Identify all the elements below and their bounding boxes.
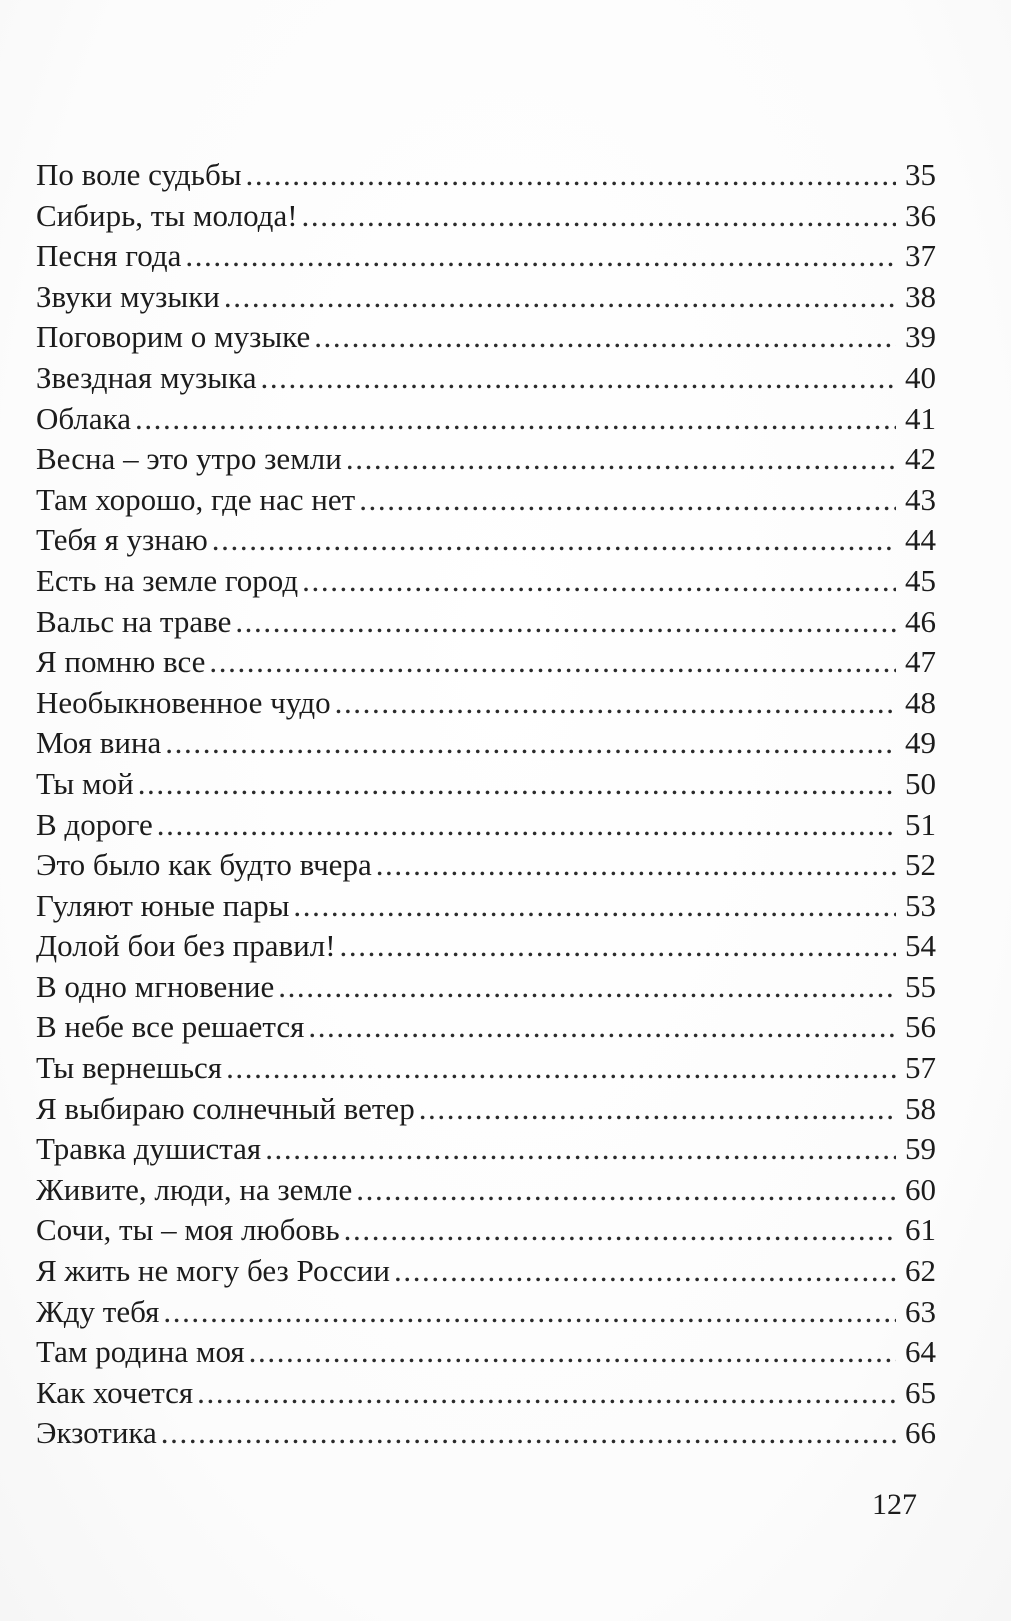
dot-leader bbox=[293, 886, 896, 927]
toc-entry-page-number: 63 bbox=[905, 1293, 936, 1329]
dot-leader bbox=[265, 1129, 896, 1170]
toc-entry-page-number: 56 bbox=[905, 1009, 936, 1045]
dot-leader bbox=[226, 1048, 896, 1089]
toc-entry-title: Там родина моя bbox=[36, 1334, 245, 1370]
toc-entry-page-number: 60 bbox=[905, 1171, 936, 1207]
toc-entry-title: Сочи, ты – моя любовь bbox=[36, 1212, 340, 1248]
dot-leader bbox=[165, 723, 896, 764]
toc-entry bbox=[36, 561, 936, 602]
toc-entry-page-number: 39 bbox=[905, 319, 936, 355]
toc-entry bbox=[36, 602, 936, 643]
toc-entry bbox=[36, 399, 936, 440]
toc-entry-title: Звездная музыка bbox=[36, 359, 257, 395]
toc-entry-page-number: 59 bbox=[905, 1131, 936, 1167]
toc-entry bbox=[36, 723, 936, 764]
toc-entry-title: Моя вина bbox=[36, 725, 162, 761]
toc-entry bbox=[36, 1251, 936, 1292]
toc-entry-title: Как хочется bbox=[36, 1374, 194, 1410]
toc-entry bbox=[36, 1413, 936, 1454]
toc-entry bbox=[36, 967, 936, 1008]
toc-entry-page-number: 43 bbox=[905, 481, 936, 517]
toc-entry-title: Ты мой bbox=[36, 765, 134, 801]
dot-leader bbox=[308, 1007, 896, 1048]
toc-entry-page-number: 50 bbox=[905, 765, 936, 801]
toc-entry-page-number: 45 bbox=[905, 562, 936, 598]
toc-entry-title: Песня года bbox=[36, 238, 182, 274]
dot-leader bbox=[185, 236, 896, 277]
dot-leader bbox=[260, 358, 896, 399]
dot-leader bbox=[212, 520, 896, 561]
toc-entry-title: В дороге bbox=[36, 806, 153, 842]
toc-entry-page-number: 35 bbox=[905, 157, 936, 192]
dot-leader bbox=[224, 277, 896, 318]
dot-leader bbox=[376, 845, 896, 886]
toc-entry-page-number: 57 bbox=[905, 1050, 936, 1086]
toc-entry-title: Жду тебя bbox=[36, 1293, 160, 1329]
toc-entry-page-number: 41 bbox=[905, 400, 936, 436]
toc-entry-title: Весна – это утро земли bbox=[36, 441, 342, 477]
toc-entry-page-number: 48 bbox=[905, 684, 936, 720]
dot-leader bbox=[302, 196, 896, 237]
dot-leader bbox=[356, 1170, 896, 1211]
toc-entry bbox=[36, 317, 936, 358]
toc-entry-page-number: 44 bbox=[905, 522, 936, 558]
toc-entry bbox=[36, 1007, 936, 1048]
dot-leader bbox=[138, 764, 896, 805]
toc-entry-page-number: 46 bbox=[905, 603, 936, 639]
toc-entry-page-number: 55 bbox=[905, 968, 936, 1004]
toc-entry bbox=[36, 1373, 936, 1414]
toc-entry-title: Я помню все bbox=[36, 644, 206, 680]
toc-entry bbox=[36, 1170, 936, 1211]
toc-entry-title: Есть на земле город bbox=[36, 562, 299, 598]
dot-leader bbox=[249, 1332, 896, 1373]
toc-entry-page-number: 40 bbox=[905, 359, 936, 395]
toc-entry bbox=[36, 764, 936, 805]
toc-entry-page-number: 37 bbox=[905, 238, 936, 274]
toc-entry-page-number: 64 bbox=[905, 1334, 936, 1370]
toc-entry bbox=[36, 926, 936, 967]
dot-leader bbox=[163, 1292, 896, 1333]
toc-entry-title: В небе все решается bbox=[36, 1009, 305, 1045]
toc-entry bbox=[36, 520, 936, 561]
toc-entry-page-number: 42 bbox=[905, 441, 936, 477]
toc-entry-title: Живите, люди, на земле bbox=[36, 1171, 353, 1207]
dot-leader bbox=[161, 1413, 896, 1454]
toc-entry-page-number: 52 bbox=[905, 847, 936, 883]
dot-leader bbox=[235, 602, 896, 643]
toc-entry bbox=[36, 155, 936, 196]
toc-entry-page-number: 65 bbox=[905, 1374, 936, 1410]
table-of-contents bbox=[36, 155, 936, 1454]
toc-entry-title: Сибирь, ты молода! bbox=[36, 197, 298, 233]
toc-entry-title: Травка душистая bbox=[36, 1131, 262, 1167]
toc-entry bbox=[36, 642, 936, 683]
dot-leader bbox=[157, 805, 896, 846]
dot-leader bbox=[246, 155, 896, 196]
dot-leader bbox=[335, 683, 896, 724]
toc-entry bbox=[36, 480, 936, 521]
toc-entry-page-number: 62 bbox=[905, 1253, 936, 1289]
toc-entry-title: По воле судьбы bbox=[36, 157, 242, 192]
toc-entry bbox=[36, 1332, 936, 1373]
toc-entry-title: В одно мгновение bbox=[36, 968, 275, 1004]
toc-entry-page-number: 49 bbox=[905, 725, 936, 761]
dot-leader bbox=[197, 1373, 896, 1414]
toc-entry bbox=[36, 196, 936, 237]
toc-entry bbox=[36, 439, 936, 480]
dot-leader bbox=[278, 967, 896, 1008]
toc-entry bbox=[36, 1210, 936, 1251]
dot-leader bbox=[359, 480, 896, 521]
toc-entry bbox=[36, 1292, 936, 1333]
toc-entry-page-number: 36 bbox=[905, 197, 936, 233]
toc-entry bbox=[36, 236, 936, 277]
toc-entry-title: Поговорим о музыке bbox=[36, 319, 311, 355]
toc-entry bbox=[36, 886, 936, 927]
dot-leader bbox=[340, 926, 896, 967]
toc-entry bbox=[36, 805, 936, 846]
toc-entry-page-number: 47 bbox=[905, 644, 936, 680]
toc-entry-title: Звуки музыки bbox=[36, 278, 220, 314]
toc-entry-page-number: 61 bbox=[905, 1212, 936, 1248]
toc-entry-title: Там хорошо, где нас нет bbox=[36, 481, 356, 517]
dot-leader bbox=[302, 561, 896, 602]
toc-entry-title: Облака bbox=[36, 400, 131, 436]
dot-leader bbox=[394, 1251, 896, 1292]
dot-leader bbox=[314, 317, 896, 358]
toc-entry-page-number: 38 bbox=[905, 278, 936, 314]
toc-entry bbox=[36, 1089, 936, 1130]
toc-entry bbox=[36, 1129, 936, 1170]
toc-entry-title: Долой бои без правил! bbox=[36, 928, 336, 964]
toc-entry-page-number: 54 bbox=[905, 928, 936, 964]
toc-entry bbox=[36, 845, 936, 886]
toc-entry-title: Ты вернешься bbox=[36, 1050, 223, 1086]
toc-entry bbox=[36, 277, 936, 318]
page-number: 127 bbox=[872, 1488, 917, 1521]
toc-entry-title: Это было как будто вчера bbox=[36, 847, 372, 883]
dot-leader bbox=[209, 642, 896, 683]
toc-entry bbox=[36, 1048, 936, 1089]
toc-entry-title: Я жить не могу без России bbox=[36, 1253, 390, 1289]
dot-leader bbox=[419, 1089, 896, 1130]
toc-entry-page-number: 66 bbox=[905, 1415, 936, 1451]
toc-entry bbox=[36, 358, 936, 399]
toc-entry-title: Я выбираю солнечный ветер bbox=[36, 1090, 415, 1126]
dot-leader bbox=[344, 1210, 896, 1251]
toc-entry-title: Гуляют юные пары bbox=[36, 887, 290, 923]
toc-entry-title: Необыкновенное чудо bbox=[36, 684, 331, 720]
toc-entry-title: Вальс на траве bbox=[36, 603, 232, 639]
toc-entry-page-number: 58 bbox=[905, 1090, 936, 1126]
toc-entry-title: Экзотика bbox=[36, 1415, 157, 1451]
dot-leader bbox=[135, 399, 896, 440]
toc-entry-page-number: 53 bbox=[905, 887, 936, 923]
toc-entry bbox=[36, 683, 936, 724]
dot-leader bbox=[346, 439, 896, 480]
toc-entry-title: Тебя я узнаю bbox=[36, 522, 208, 558]
toc-entry-page-number: 51 bbox=[905, 806, 936, 842]
